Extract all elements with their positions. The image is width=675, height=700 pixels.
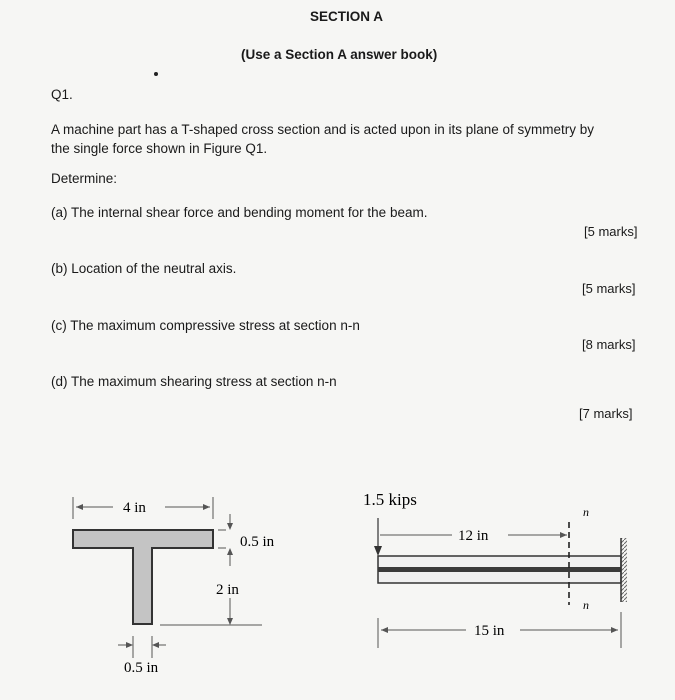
force-arrow-head	[374, 546, 382, 556]
dim-arrow	[152, 642, 159, 648]
dim-arrow	[227, 523, 233, 530]
fixed-wall	[621, 538, 627, 602]
part-b-marks: [5 marks]	[582, 281, 636, 296]
dim-arrow	[227, 618, 233, 625]
t-cross-section	[73, 497, 275, 676]
dim-arrow	[381, 627, 388, 633]
part-d-label: (d) The maximum shearing stress at section n-n	[51, 374, 337, 389]
dim-arrow	[611, 627, 618, 633]
part-a-marks: [5 marks]	[584, 224, 638, 239]
beam-flange-line	[378, 567, 621, 572]
question-number: Q1.	[51, 87, 73, 102]
dim-arrow	[227, 548, 233, 555]
answer-book-note: (Use a Section A answer book)	[241, 47, 438, 62]
flange-width-label: 4 in	[123, 500, 146, 516]
web-height-label: 2 in	[216, 582, 239, 598]
part-d-marks: [7 marks]	[579, 406, 633, 421]
t-section-shape	[73, 530, 213, 624]
distance-to-section-label: 12 in	[458, 528, 489, 544]
cantilever-beam	[363, 490, 627, 648]
dim-arrow	[76, 504, 83, 510]
part-b-label: (b) Location of the neutral axis.	[51, 261, 237, 276]
part-c-marks: [8 marks]	[582, 337, 636, 352]
section-title: SECTION A	[310, 9, 384, 24]
dim-arrow	[126, 642, 133, 648]
intro-line-1: A machine part has a T-shaped cross section and is acted upon in its plane of symmetry by	[51, 122, 595, 137]
part-a-label: (a) The internal shear force and bending moment for the beam.	[51, 205, 428, 220]
dim-arrow	[560, 532, 567, 538]
section-label-bottom: n	[583, 598, 589, 612]
web-thickness-label: 0.5 in	[124, 660, 159, 676]
intro-line-2: the single force shown in Figure Q1.	[51, 141, 268, 156]
force-label: 1.5 kips	[363, 490, 417, 509]
part-c-label: (c) The maximum compressive stress at section n-n	[51, 318, 360, 333]
dim-arrow	[203, 504, 210, 510]
section-label-top: n	[583, 505, 589, 519]
total-length-label: 15 in	[474, 623, 505, 639]
flange-thickness-label: 0.5 in	[240, 534, 275, 550]
determine-label: Determine:	[51, 171, 118, 186]
